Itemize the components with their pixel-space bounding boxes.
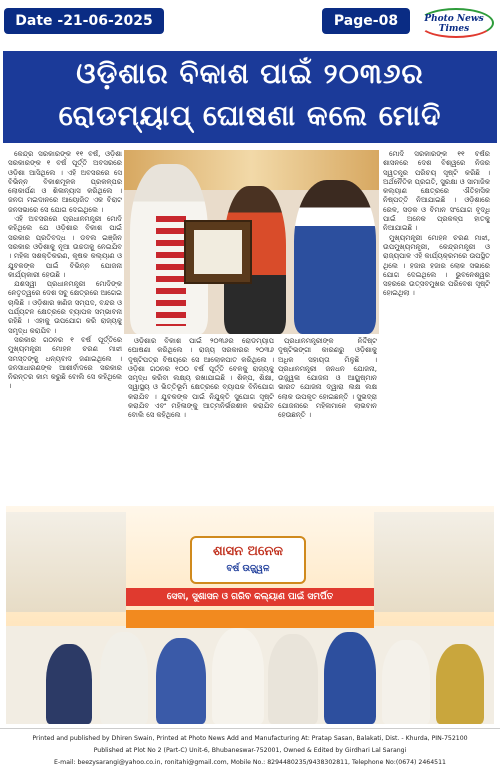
bottom-news-photo bbox=[6, 506, 494, 724]
photo-person bbox=[156, 638, 206, 724]
article-paragraph: ଯଶସ୍ୱୀ ପ୍ରଧାନମନ୍ତ୍ରୀ ମୋଦିଙ୍କ ନେତୃତ୍ୱରେ ଦେଶ ସବୁ କ୍ଷେତ୍ରରେ ଆଗେଇ ଚାଲିଛି । ଓଡ଼ିଶାର ଖଣିଜ ସମ୍ପଦ, ବନ୍ଦର ଓ ପର୍ଯ୍ୟଟନ କ୍ଷେତ୍ରରେ ବ୍ୟାପକ ସମ୍ଭାବନା ରହିଛି । ଏହାକୁ ଉପଯୋଗ କରି ରାଜ୍ୟକୁ ସମୃଦ୍ଧ କରାଯିବ । bbox=[8, 280, 122, 335]
stage-panel-left bbox=[6, 512, 126, 612]
article-column-left bbox=[8, 150, 122, 502]
article-column-middle bbox=[128, 337, 274, 502]
event-slogan-banner: ସେବା, ସୁଶାସନ ଓ ଗରିବ କଲ୍ୟାଣ ପାଇଁ ସମର୍ପିତ bbox=[126, 588, 374, 606]
article-paragraph: ମୋଦି ସରକାରଙ୍କ ୧୧ ବର୍ଷର ଶାସନରେ ଦେଶ ବିଶ୍ୱରେ ନିଜର ସ୍ୱତନ୍ତ୍ର ପରିଚୟ ସୃଷ୍ଟି କରିଛି । ଅର୍ଥନୈତିକ ପ୍ରଗତି, ସୁରକ୍ଷା ଓ ସାମାଜିକ କଲ୍ୟାଣ କ୍ଷେତ୍ରରେ ଐତିହାସିକ ନିଷ୍ପତ୍ତି ନିଆଯାଇଛି । ଓଡ଼ିଶାରେ ରେଳ, ସଡ଼କ ଓ ବିମାନ ସଂଯୋଗ ବୃଦ୍ଧି ପାଇଁ ଅନେକ ପ୍ରକଳ୍ପ ହାତକୁ ନିଆଯାଇଛି । bbox=[383, 150, 490, 233]
stage-band bbox=[126, 610, 374, 628]
photo-person bbox=[100, 632, 148, 724]
page-number-badge: Page-08 bbox=[322, 8, 410, 34]
photo-person bbox=[382, 640, 430, 724]
page-footer bbox=[0, 728, 500, 779]
stage-panel-right bbox=[374, 512, 494, 612]
article-paragraph: ଓଡ଼ିଶାର ବିକାଶ ପାଇଁ ୨୦୩୬ର ରୋଡମ୍ୟାପ ଘୋଷଣା କରିଥିଲେ । ରାଜ୍ୟ ସରକାରର ୨୦୩୬ ଦୃଷ୍ଟିପତ୍ର ବିଷୟରେ ସେ ଆଲୋକପାତ କରିଥିଲେ । ଓଡ଼ିଶା ଗଠନର ୧୦୦ ବର୍ଷ ପୂର୍ତ୍ତି ବେଳକୁ ରାଜ୍ୟକୁ ସମୃଦ୍ଧ କରିବା ଲକ୍ଷ୍ୟ ରଖାଯାଇଛି । ଶିଳ୍ପ, ଶିକ୍ଷା, ସ୍ୱାସ୍ଥ୍ୟ ଓ ଭିତ୍ତିଭୂମି କ୍ଷେତ୍ରରେ ବ୍ୟାପକ ବିନିଯୋଗ କରାଯିବ । ଯୁବକଙ୍କ ପାଇଁ ନିଯୁକ୍ତି ସୁଯୋଗ ସୃଷ୍ଟି କରାଯିବ ଏବଂ ମହିଳାଙ୍କୁ ଆତ୍ମନିର୍ଭରଶୀଳ କରାଯିବ ବୋଲି ସେ କହିଥିଲେ । bbox=[128, 337, 274, 420]
footer-line-3: E-mail: beezysarangi@yahoo.co.in, ronitahi@gmail.com, Mobile No.: 8294480235/9438302811, Telephone No:(0674) 2464511 bbox=[54, 759, 446, 766]
top-news-photo bbox=[124, 150, 379, 334]
logo-text: Photo News Times bbox=[424, 14, 484, 34]
photo-person bbox=[268, 634, 318, 724]
photo-person-cm bbox=[294, 180, 376, 334]
newspaper-logo bbox=[412, 4, 496, 38]
photo-frame-gift bbox=[184, 220, 252, 284]
headline-line-1: ଓଡ଼ିଶାର ବିକାଶ ପାଇଁ ୨୦୩୬ର bbox=[76, 57, 424, 90]
article-paragraph: ଏହି ଅବସରରେ ପ୍ରଧାନମନ୍ତ୍ରୀ ମୋଦି କହିଥିଲେ ଯେ ଓଡ଼ିଶାର ବିକାଶ ପାଇଁ ସରକାର ପ୍ରତିବଦ୍ଧ । ଡବଲ ଇଞ୍ଜିନ ସରକାର ଓଡ଼ିଶାକୁ ନୂଆ ଉଚ୍ଚତାକୁ ନେଇଯିବ । ମହିଳା ସଶକ୍ତିକରଣ, କୃଷକ କଲ୍ୟାଣ ଓ ଯୁବକଙ୍କ ପାଇଁ ବିଭିନ୍ନ ଯୋଜନା କାର୍ଯ୍ୟକାରୀ ହେଉଛି । bbox=[8, 215, 122, 279]
photo-person bbox=[46, 644, 92, 724]
article-paragraph: ପ୍ରଧାନମନ୍ତ୍ରୀଙ୍କ ନିର୍ଦ୍ଦିଷ୍ଟ ଦୃଷ୍ଟିଭଙ୍ଗୀ କାରଣରୁ ଓଡ଼ିଶାକୁ ଅଧିକ ସହାୟତା ମିଳୁଛି । ପ୍ରଧାନମନ୍ତ୍ରୀ ଜନଧନ ଯୋଜନା, ଉଜ୍ଜ୍ୱଳା ଯୋଜନା ଓ ଆୟୁଷ୍ମାନ ଭାରତ ଯୋଜନା ଦ୍ୱାରା ଲକ୍ଷ ଲକ୍ଷ ଲୋକ ଉପକୃତ ହୋଇଛନ୍ତି । ସୁଭଦ୍ରା ଯୋଜନାରେ ମହିଳାମାନେ ଲାଭବାନ ହେଉଛନ୍ତି । bbox=[278, 337, 377, 420]
event-logo-subtext: ବର୍ଷ ଉଜ୍ଜ୍ୱଳ bbox=[226, 564, 270, 574]
article-paragraph: ମୁଖ୍ୟମନ୍ତ୍ରୀ ମୋହନ ଚରଣ ମାଝୀ, ଉପମୁଖ୍ୟମନ୍ତ୍ରୀ, କେନ୍ଦ୍ରମନ୍ତ୍ରୀ ଓ ରାଜ୍ୟପାଳ ଏହି କାର୍ଯ୍ୟକ୍ରମରେ ଉପସ୍ଥିତ ଥିଲେ । ହଜାର ହଜାର ଲୋକ ସଭାରେ ଯୋଗ ଦେଇଥିଲେ । ଭୁବନେଶ୍ୱର ସହରରେ ଉତ୍ସବମୁଖର ପରିବେଶ ସୃଷ୍ଟି ହୋଇଥିଲା । bbox=[383, 233, 490, 298]
photo-frame-picture bbox=[194, 230, 242, 274]
event-logo bbox=[190, 536, 306, 584]
photo-person bbox=[324, 632, 376, 724]
article-column-right-2 bbox=[383, 150, 490, 502]
article-paragraph: ସରକାର ଗଠନର ୧ ବର୍ଷ ପୂର୍ତ୍ତିରେ ମୁଖ୍ୟମନ୍ତ୍ରୀ ମୋହନ ଚରଣ ମାଝୀ ସମସ୍ତଙ୍କୁ ଧନ୍ୟବାଦ ଜଣାଇଥିଲେ । ଜନସାଧାରଣଙ୍କ ଆଶୀର୍ବାଦରେ ସରକାର ନିରନ୍ତର କାମ କରୁଛି ବୋଲି ସେ କହିଥିଲେ । bbox=[8, 335, 122, 391]
photo-person bbox=[212, 628, 264, 724]
photo-scarf bbox=[156, 216, 186, 326]
date-badge: Date -21-06-2025 bbox=[4, 8, 164, 34]
footer-line-1: Printed and published by Dhiren Swain, Printed at Photo News Add and Manufacturing At: Pratap Sasan, Balakati, Dist. - Khurda, PIN-752100 bbox=[32, 735, 468, 742]
page-header bbox=[0, 0, 500, 42]
photo-person bbox=[436, 644, 484, 724]
article-column-right-1 bbox=[278, 337, 377, 502]
event-logo-text: ଶାସନ ଅନେକ bbox=[213, 544, 283, 559]
article-paragraph: କେନ୍ଦ୍ର ସରକାରଙ୍କ ୧୧ ବର୍ଷ, ଓଡ଼ିଶା ସରକାରଙ୍କ ୧ ବର୍ଷ ପୂର୍ତ୍ତି ଅବସରରେ ଓଡ଼ିଶା ଆସିଥିଲେ । ଏହି ଅବସରରେ ସେ ବିଭିନ୍ନ ବିକାଶମୂଳକ ପ୍ରକଳ୍ପର ଲୋକାର୍ପଣ ଓ ଶିଳାନ୍ୟାସ କରିଥିଲେ । ଜନତା ମଇଦାନରେ ଆୟୋଜିତ ଏକ ବିରାଟ ଜନସଭାରେ ସେ ଯୋଗ ଦେଇଥିଲେ । bbox=[8, 150, 122, 214]
footer-line-2: Published at Plot No 2 (Part-C) Unit-6, Bhubaneswar-752001, Owned & Edited by Girdhari Lal Sarangi bbox=[93, 747, 407, 754]
headline-line-2: ରୋଡମ୍ୟାପ୍ ଘୋଷଣା କଲେ ମୋଦି bbox=[58, 99, 442, 132]
main-headline bbox=[3, 51, 497, 143]
